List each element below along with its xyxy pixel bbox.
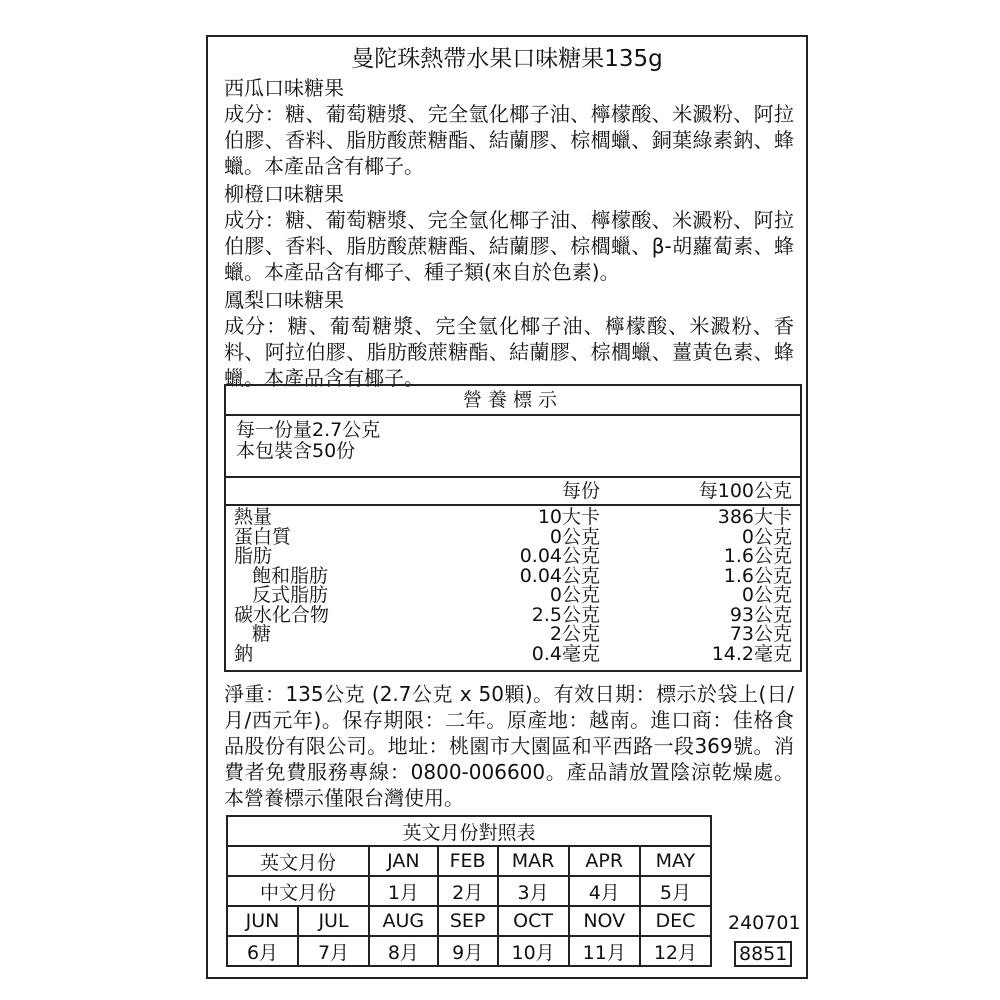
month-cell: JUL — [298, 906, 369, 936]
per-100g-value: 1.6公克 — [723, 564, 792, 587]
month-cell: 6月 — [227, 936, 298, 966]
nutrition-rows — [226, 506, 800, 664]
month-cell: APR — [569, 846, 640, 876]
per-serving-value: 0.4毫克 — [531, 642, 600, 665]
nutrition-row — [226, 508, 800, 528]
per-100g-value: 93公克 — [729, 603, 792, 626]
flavor-name: 西瓜口味糖果 — [224, 76, 344, 100]
nutrient-name: 熱量 — [234, 506, 273, 528]
month-cell: OCT — [498, 906, 569, 936]
per-serving-value: 0公克 — [549, 584, 600, 606]
month-cell: DEC — [640, 906, 711, 936]
month-cell: JAN — [369, 846, 438, 876]
nutrient-name: 脂肪 — [234, 545, 273, 567]
ingredients-section — [224, 75, 794, 393]
product-title: 曼陀珠熱帶水果口味糖果135g — [351, 46, 663, 72]
flavor-ingredients: 成分：糖、葡萄糖漿、完全氫化椰子油、檸檬酸、米澱粉、阿拉伯膠、香料、脂肪酸蔗糖酯、結蘭膠、棕櫚蠟、β-胡蘿蔔素、蜂蠟。本產品含有椰子、種子類(來自於色素)。 — [224, 208, 794, 284]
month-cell: 9月 — [438, 936, 498, 966]
per-serving-value: 0.04公克 — [519, 564, 600, 587]
month-cell: 10月 — [498, 936, 569, 966]
nutrition-heading: 營養標示 — [226, 386, 800, 416]
per-100g-value: 14.2毫克 — [711, 642, 792, 665]
per-serving-value: 2.5公克 — [531, 603, 600, 626]
nutrient-name: 糖 — [252, 623, 272, 645]
flavor-block — [224, 181, 794, 285]
english-month-label: 英文月份 — [227, 846, 369, 876]
per-serving-value: 0.04公克 — [519, 545, 600, 567]
month-cell: FEB — [438, 846, 498, 876]
nutrition-row — [226, 525, 800, 548]
month-lookup-table — [226, 815, 712, 967]
flavor-name: 柳橙口味糖果 — [224, 182, 344, 206]
lot-code: 8851 — [734, 941, 792, 967]
month-cell: NOV — [569, 906, 640, 936]
per-100g-value: 73公克 — [729, 623, 792, 645]
product-info-text: 淨重：135公克 (2.7公克 x 50顆)。有效日期：標示於袋上(日/月/西元年)。保存期限：二年。原產地：越南。進口商：佳格食品股份有限公司。地址：桃園市大園區和平西路一段369號。消費者免費服務專線：0800-006600。產品請放置陰涼乾燥處。本營養標示僅限台灣使用。 — [224, 682, 794, 810]
month-cell: 3月 — [498, 876, 569, 906]
nutrient-name: 飽和脂肪 — [252, 564, 329, 587]
col-per-serving: 每份 — [561, 480, 600, 502]
month-cell: 8月 — [369, 936, 438, 966]
month-cell: 4月 — [569, 876, 640, 906]
flavor-ingredients: 成分：糖、葡萄糖漿、完全氫化椰子油、檸檬酸、米澱粉、香料、阿拉伯膠、脂肪酸蔗糖酯、結蘭膠、棕櫚蠟、薑黃色素、蜂蠟。本產品含有椰子。 — [224, 314, 794, 390]
nutrient-name: 反式脂肪 — [252, 584, 329, 606]
serving-size: 每一份量2.7公克 — [236, 419, 381, 441]
month-cell: AUG — [369, 906, 438, 936]
nutrition-row — [226, 642, 800, 665]
nutrition-table — [224, 384, 802, 672]
month-cell: 7月 — [298, 936, 369, 966]
per-100g-value: 1.6公克 — [723, 545, 792, 567]
per-serving-value: 10大卡 — [537, 506, 600, 528]
nutrition-row — [226, 625, 800, 645]
month-cell: JUN — [227, 906, 298, 936]
flavor-block — [224, 75, 794, 179]
serving-info — [226, 416, 800, 478]
nutrient-name: 蛋白質 — [234, 525, 292, 548]
month-cell: 12月 — [640, 936, 711, 966]
nutrient-name: 鈉 — [234, 642, 254, 665]
lot-date: 240701 — [728, 912, 801, 934]
nutrient-name: 碳水化合物 — [234, 603, 330, 626]
product-label — [206, 35, 808, 979]
flavor-ingredients: 成分：糖、葡萄糖漿、完全氫化椰子油、檸檬酸、米澱粉、阿拉伯膠、香料、脂肪酸蔗糖酯、結蘭膠、棕櫚蠟、銅葉綠素鈉、蜂蠟。本產品含有椰子。 — [224, 102, 794, 178]
per-serving-value: 0公克 — [549, 525, 600, 548]
per-100g-value: 386大卡 — [717, 506, 792, 528]
month-cell: MAR — [498, 846, 569, 876]
month-cell: SEP — [438, 906, 498, 936]
flavor-block — [224, 287, 794, 391]
month-cell: 1月 — [369, 876, 438, 906]
month-table-caption: 英文月份對照表 — [227, 816, 711, 846]
col-per-100g: 每100公克 — [698, 480, 792, 502]
servings-per-pack: 本包裝含50份 — [236, 440, 356, 462]
month-cell: 11月 — [569, 936, 640, 966]
month-cell: 2月 — [438, 876, 498, 906]
flavor-name: 鳳梨口味糖果 — [224, 288, 344, 312]
month-cell: MAY — [640, 846, 711, 876]
nutrition-column-headers — [226, 478, 800, 506]
per-100g-value: 0公克 — [741, 584, 792, 606]
per-serving-value: 2公克 — [549, 623, 600, 645]
product-info — [224, 681, 794, 811]
nutrition-row — [226, 586, 800, 606]
per-100g-value: 0公克 — [741, 525, 792, 548]
chinese-month-label: 中文月份 — [227, 876, 369, 906]
nutrition-row — [226, 603, 800, 626]
nutrition-row — [226, 547, 800, 567]
month-cell: 5月 — [640, 876, 711, 906]
